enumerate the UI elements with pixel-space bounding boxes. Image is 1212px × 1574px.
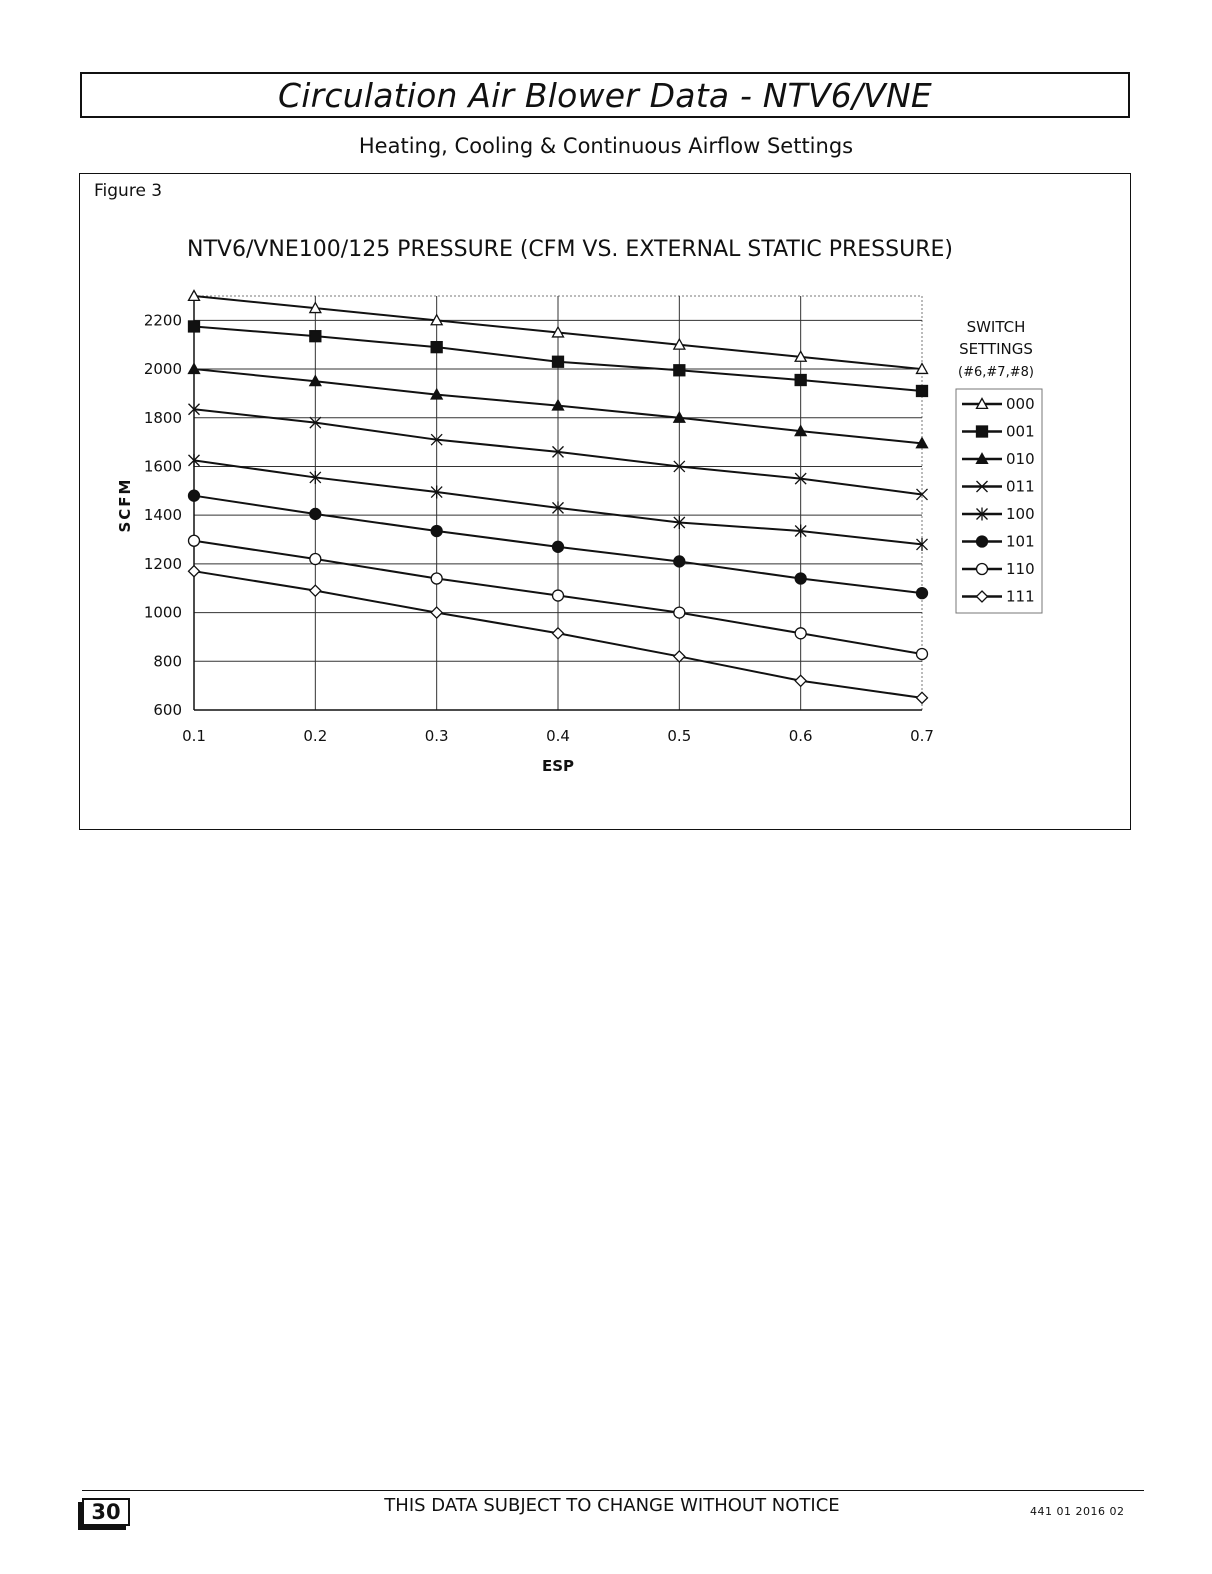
y-tick-label: 1200: [143, 554, 182, 573]
figure-box: [79, 173, 1131, 830]
data-point-001: [674, 365, 685, 376]
document-code: 441 01 2016 02: [1030, 1505, 1125, 1518]
data-point-101: [189, 490, 200, 501]
data-point-111: [189, 566, 200, 577]
y-tick-label: 600: [153, 701, 182, 719]
data-point-111: [917, 692, 928, 703]
chart-title: NTV6/VNE100/125 PRESSURE (CFM VS. EXTERNAL STATIC PRESSURE): [187, 237, 953, 262]
data-point-001: [310, 331, 321, 342]
x-tick-label: 0.7: [910, 727, 934, 745]
legend-label: 100: [1006, 505, 1035, 523]
data-point-001: [189, 321, 200, 332]
y-tick-label: 800: [153, 652, 182, 671]
data-point-110: [795, 628, 806, 639]
y-axis-label: SCFM: [116, 477, 134, 533]
data-point-111: [553, 628, 564, 639]
y-tick-label: 1600: [143, 457, 182, 476]
legend-label: 001: [1006, 422, 1035, 441]
legend-label: 101: [1006, 532, 1035, 551]
legend-marker: [977, 564, 988, 575]
legend-title: SWITCH: [966, 318, 1026, 336]
chart-legend: [956, 318, 1042, 613]
legend-marker: [977, 536, 988, 547]
y-tick-label: 2200: [143, 311, 182, 330]
data-point-111: [431, 607, 442, 618]
page-title: Circulation Air Blower Data - NTV6/VNE: [277, 75, 932, 115]
data-point-111: [310, 585, 321, 596]
y-tick-label: 1000: [143, 603, 182, 622]
footer-rule: [82, 1490, 1144, 1491]
figure-label: Figure 3: [94, 181, 163, 201]
data-point-101: [310, 508, 321, 519]
legend-label: 010: [1006, 450, 1035, 468]
legend-title: SETTINGS: [959, 340, 1033, 358]
data-point-101: [917, 588, 928, 599]
chart-axes: [144, 296, 934, 745]
data-point-110: [674, 607, 685, 618]
x-tick-label: 0.2: [303, 727, 328, 745]
x-tick-label: 0.6: [788, 727, 813, 745]
legend-label: 011: [1006, 477, 1035, 496]
x-tick-label: 0.3: [424, 727, 449, 745]
data-point-110: [189, 535, 200, 546]
data-point-001: [917, 385, 928, 396]
legend-label: 111: [1006, 587, 1035, 606]
data-point-101: [431, 526, 442, 537]
data-point-110: [310, 554, 321, 565]
page-number: 30: [82, 1498, 130, 1526]
data-point-110: [431, 573, 442, 584]
data-point-111: [674, 651, 685, 662]
footer-notice: THIS DATA SUBJECT TO CHANGE WITHOUT NOTICE: [384, 1495, 840, 1516]
y-tick-label: 1800: [143, 408, 182, 427]
chart: [80, 174, 1129, 828]
data-point-101: [553, 541, 564, 552]
legend-title: (#6,#7,#8): [958, 365, 1034, 380]
y-tick-label: 2000: [143, 360, 182, 379]
x-tick-label: 0.4: [546, 727, 570, 745]
data-point-111: [795, 675, 806, 686]
title-box: [80, 72, 1130, 118]
data-point-110: [553, 590, 564, 601]
data-point-110: [917, 648, 928, 659]
legend-marker: [977, 426, 988, 437]
data-point-001: [553, 356, 564, 367]
legend-label: 110: [1006, 560, 1035, 578]
x-tick-label: 0.1: [182, 727, 206, 745]
y-tick-label: 1400: [143, 506, 182, 525]
legend-label: 000: [1006, 395, 1035, 413]
data-point-001: [795, 375, 806, 386]
page-subtitle: Heating, Cooling & Continuous Airflow Settings: [358, 134, 854, 158]
x-tick-label: 0.5: [667, 727, 692, 745]
data-point-001: [431, 342, 442, 353]
data-point-101: [674, 556, 685, 567]
data-point-101: [795, 573, 806, 584]
x-axis-label: ESP: [541, 757, 575, 775]
